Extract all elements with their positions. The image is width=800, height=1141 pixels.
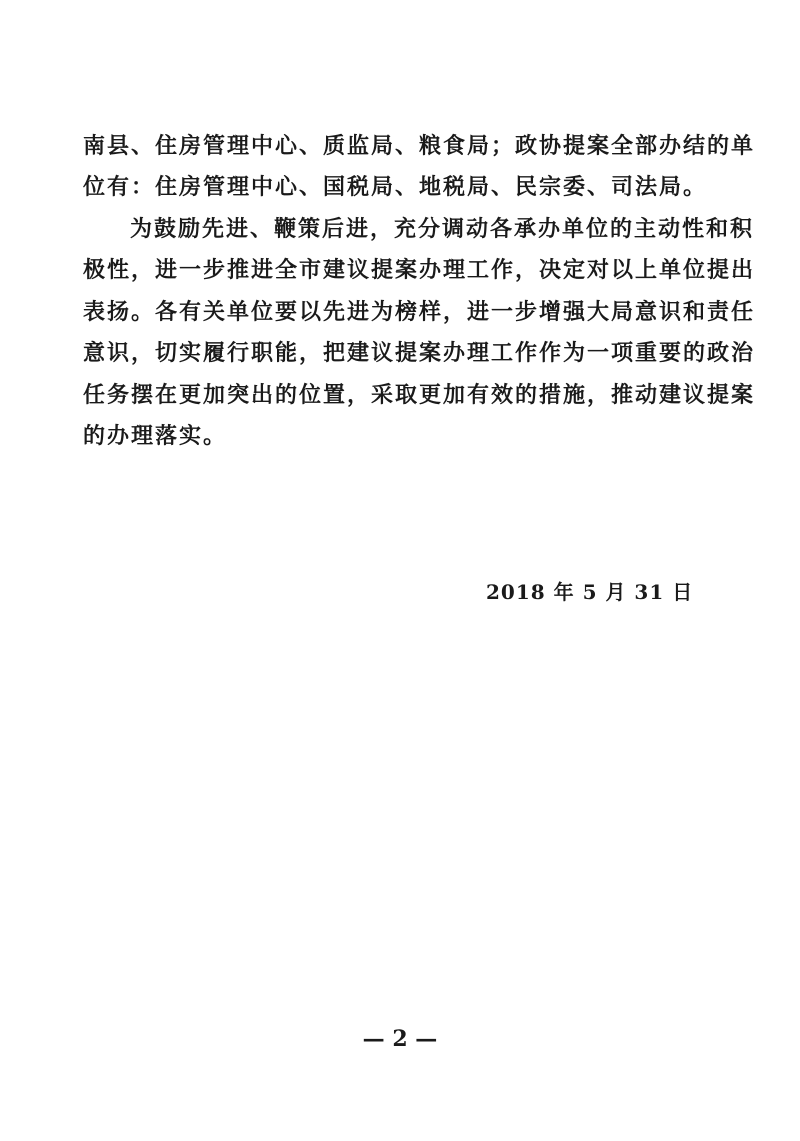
text-line: 任务摆在更加突出的位置，采取更加有效的措施，推动建议提案 — [83, 382, 756, 408]
text-line: 表扬。各有关单位要以先进为榜样，进一步增强大局意识和责任 — [83, 299, 756, 325]
document-date: 2018 年 5 月 31 日 — [486, 580, 694, 604]
text-line: 南县、住房管理中心、质监局、粮食局；政协提案全部办结的单 — [83, 133, 756, 159]
text-line: 为鼓励先进、鞭策后进，充分调动各承办单位的主动性和积 — [130, 216, 755, 242]
text-line: 的办理落实。 — [83, 423, 228, 449]
text-line: 极性，进一步推进全市建议提案办理工作，决定对以上单位提出 — [83, 257, 756, 283]
text-line: 位有：住房管理中心、国税局、地税局、民宗委、司法局。 — [83, 174, 708, 200]
text-line: 意识，切实履行职能，把建议提案办理工作作为一项重要的政治 — [83, 340, 756, 366]
page-number: — 2 — — [362, 1026, 438, 1052]
